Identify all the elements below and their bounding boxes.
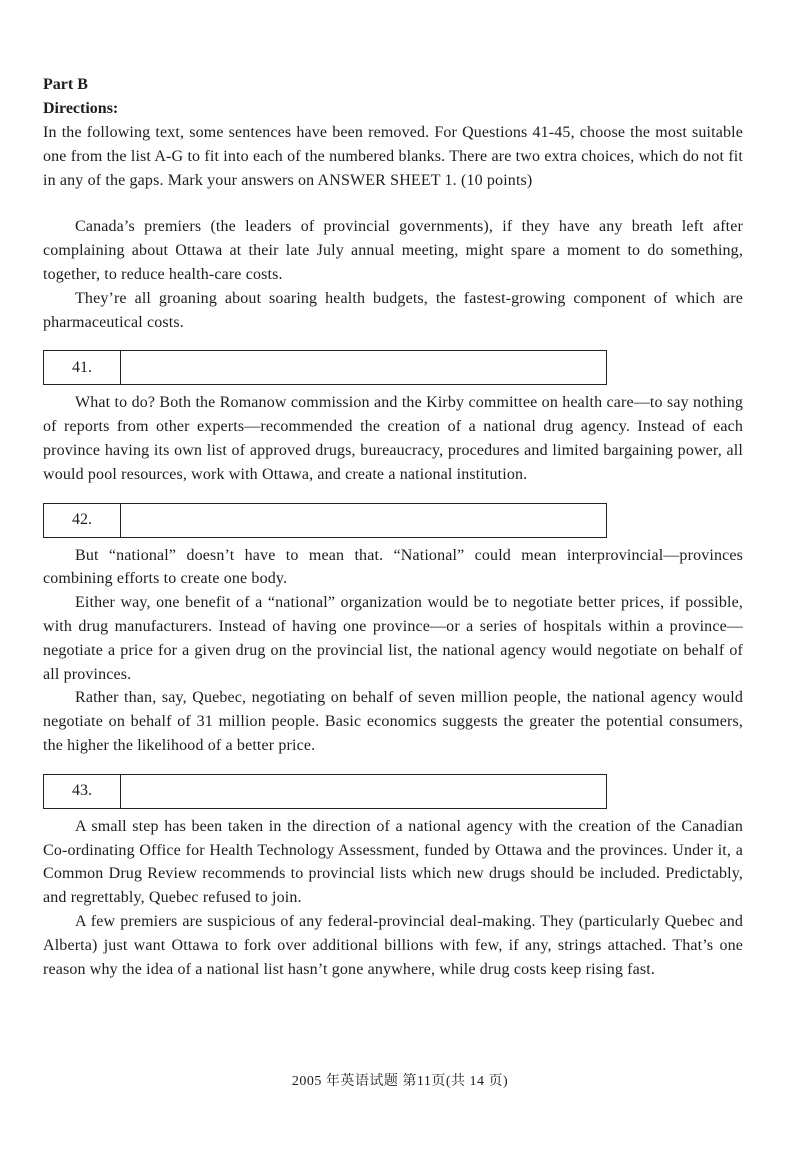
exam-page — [43, 73, 743, 981]
blank-number-43: 43. — [44, 775, 121, 808]
paragraph-8: A few premiers are suspicious of any federal-provincial deal-making. They (particularly Quebec and Alberta) just want Ottawa to fork over additional billions with few, if any, strings attached. That’s one reason why the idea of a national list hasn’t gone anywhere, while drug costs keep rising fast. — [43, 912, 743, 978]
answer-blank-42[interactable] — [43, 503, 607, 538]
paragraph-3: What to do? Both the Romanow commission and the Kirby committee on health care—to say nothing of reports from other experts—recommended the creation of a national drug agency. Instead of each province having its own list of approved drugs, bureaucracy, procedures and limited bargaining power, all would pool resources, work with Ottawa, and create a national institution. — [43, 394, 743, 483]
blank-fill-42[interactable] — [121, 504, 606, 537]
answer-blank-43[interactable] — [43, 774, 607, 809]
paragraph-2: They’re all groaning about soaring health budgets, the fastest-growing component of which are pharmaceutical costs. — [43, 289, 743, 331]
blank-number-41: 41. — [44, 351, 121, 384]
paragraph-4: But “national” doesn’t have to mean that. “National” could mean interprovincial—provinces combining efforts to create one body. — [43, 546, 743, 588]
paragraph-7: A small step has been taken in the direction of a national agency with the creation of the Canadian Co-ordinating Office for Health Technology Assessment, funded by Ottawa and the provinces. Under it, a Common Drug Review recommends to provincial lists which new drugs should be included. Predictably, and regrettably, Quebec refused to join. — [43, 817, 743, 907]
blank-fill-41[interactable] — [121, 351, 606, 384]
directions-text: In the following text, some sentences have been removed. For Questions 41-45, choose the most suitable one from the list A-G to fit into each of the numbered blanks. There are two extra choices, which do not fit in any of the gaps. Mark your answers on ANSWER SHEET 1. (10 points) — [43, 124, 743, 189]
paragraph-5: Either way, one benefit of a “national” organization would be to negotiate better prices, if possible, with drug manufacturers. Instead of having one province—or a series of hospitals within a province—negotiate a price for a given drug on the provincial list, the national agency would negotiate on behalf of all provinces. — [43, 594, 743, 683]
directions-label: Directions: — [43, 100, 119, 117]
paragraph-1: Canada’s premiers (the leaders of provincial governments), if they have any breath left after complaining about Ottawa at their late July annual meeting, might spare a moment to do something, together, to reduce health-care costs. — [43, 218, 743, 283]
blank-fill-43[interactable] — [121, 775, 606, 808]
page-footer: 2005 年英语试题 第11页(共 14 页) — [291, 1074, 509, 1089]
part-title: Part B — [43, 76, 88, 93]
answer-blank-41[interactable] — [43, 350, 607, 385]
blank-number-42: 42. — [44, 504, 121, 537]
paragraph-6: Rather than, say, Quebec, negotiating on behalf of seven million people, the national agency would negotiate on behalf of 31 million people. Basic economics suggests the greater the potential consumers, the higher the likelihood of a better price. — [43, 689, 743, 754]
